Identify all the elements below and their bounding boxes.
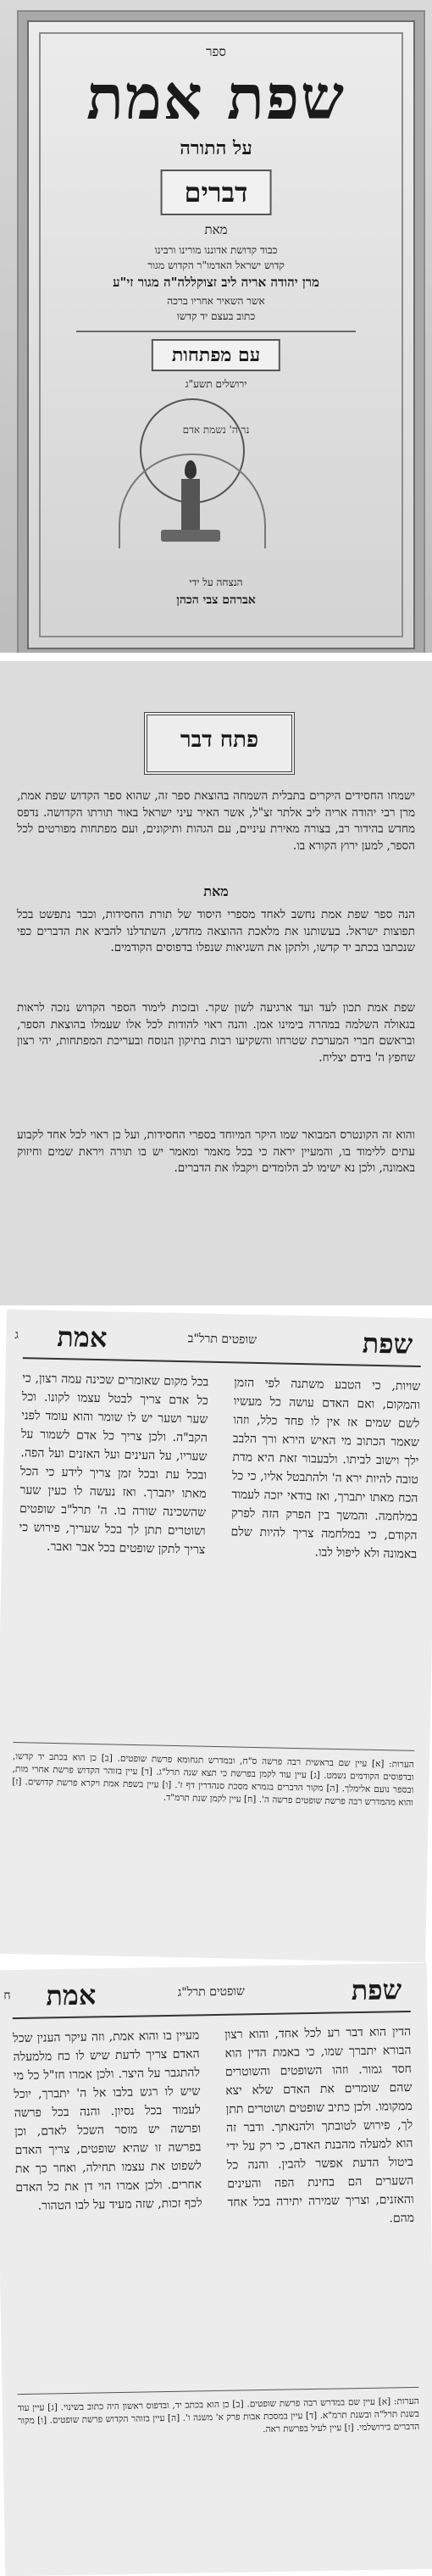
column-left: מעיין בו והוא אמת, וזה עיקר הענין שכל האדם צריך לדעת שיש לו כח מלמעלה להתגבר על היצר. ולכן אמרו חז"ל כל מי שיש לו רגש בלבו אל ה' יתברך, יוכל לעמוד בכל נסיון. והנה בכל פרשה ופרשה יש מוסר השכל לאדם, וכן בפרשה זו שהיא שופטים, צריך האדם לשפוט את עצמו תחילה, ואחר כך את אחרים. ולכן אמרו הוי דן את כל האדם לכף זכות, שזה מעיד על לבו הטהור. [13,2028,202,2213]
header-mid: שופטים תרל"ב [187,1332,258,1347]
intro-para-3: שפת אמת תכון לעד ועד ארגיעה לשון שקר. ובזכות לימוד הספר הקדוש נזכה לראות בגאולה השלמה במהרה בימינו אמן. והנה ראוי להודות לכל אלו שעמלו בהוצאת הספר, ובראשם חברי המערכת שטרחו והשקיעו רבות בתיקון הנוסח ובעריכת המפתחות, יהי רצון שחפץ ה' בידם יצליח. [17,1001,415,1065]
intro-para-2: הנה ספר שפת אמת נחשב לאחד מספרי היסוד של תורת החסידות, וכבר נתפשט בכל תפוצות ישראל. בעשותנו את מלאכת ההוצאה מחדש, השתדלנו להביא את הדברים כפי שנכתבו בכתב יד קדשו, ולתקן את השגיאות שנפלו בדפוסים הקודמים. [17,908,415,954]
intro-page [0,661,432,1305]
author-line-2: קדוש ישראל האדמו"ר הקדוש מגור [147,259,285,271]
header-right: שפת [351,1973,402,2007]
sefer-label: ספר [206,44,226,59]
author-line-5: כתוב בעצם יד קדשו [176,310,256,322]
candle-icon [181,479,200,530]
book-title: שפת אמת [86,61,346,133]
divider [76,331,356,332]
intro-word: מאת [204,222,228,237]
place-year: ירושלים תשע"ג [185,378,247,390]
author-line-4: אשר השאיר אחריו ברכה [167,295,265,307]
footnote-rule [18,2387,419,2395]
seal-text: נר ה' נשמת אדם [182,424,250,436]
header-mid: שופטים תרל"ג [177,1984,245,2000]
heading-box [144,712,295,775]
intro-para-1: ישמחו החסידים היקרים בתבלית השמחה בהוצאת ספר זה, שהוא ספר הקדוש שפת אמת, מרן רבי יהודה אריה ליב אלתר זצ"ל, אשר האיר עיני ישראל באור תורתו הקדושה. נדפס מחדש בהידור רב, בצורה מאירת עיניים, עם הגהות ותיקונים, ועם מפתחות מפורטים לכל הספר, למען ירוץ הקורא בו. [17,789,415,853]
column-left: בכל מקום שאומרים שכינה עמה רצון, כי כל אדם צריך לבטל עצמו לקונו. וכל שער ושער יש לו שומר והוא עומד לפני הקב"ה. ולכן צריך כל אדם לשמור על שעריו, על העינים ועל האזנים ועל הפה. ובכל עת ובכל זמן צריך לידע כי הכל מאתו יתברך. ואז נעשה לו כעין שער שהשכינה שורה בו. ה' תרל"ב שופטים ושוטרים תתן לך בכל שעריך, פירוש כי צריך לתקן שופטים בכל אבר ואבר. [19,1371,209,1557]
book-subtitle: על התורה [180,137,252,159]
intro-center-word: מאת [203,883,229,899]
text-page-4 [0,1963,432,2576]
footnotes: הערות: [א] עיין שם במדרש רבה פרשת שופטים. [ב] כן הוא בכתב יד, ובדפוס ראשון היה כתוב בשינוי. [ג] עיין עוד בשנת תרל"ה ובשנת תרמ"א. [ד] עיין במסכת אבות פרק א' משנה ו'. [ה] עיין בזוהר הקדוש פרשת שופטים. [ו] מקור הדברים בירושלמי. [ז] עיין לעיל בפרשת ראה. [17,2395,420,2435]
page-number: ח [3,1989,11,2003]
header-left: אמת [45,1978,97,2012]
header-right: שפת [362,1327,413,1360]
author-line-3: מרן יהודה אריה ליב זצוקללה"ה מגור זי"ע [113,275,319,290]
candle-stand [161,530,220,542]
column-right: הדין הוא דבר רע לכל אחד, והוא רצון הבורא יתברך שמו, כי באמת הדין הוא חסד גמור. וזהו השופטים והשוטרים שהם שומרים את האדם שלא יצא ממקומו. ולכן כתיב שופטים ושוטרים תתן לך, פירוש לטובתך ולהנאתך. ודבר זה הוא למעלה מהבנת האדם, כי רק על ידי ביטול הדעת אפשר להבין. והנה כל השערים הם בחינת הפה והעינים והאזנים, וצריך שמירה יתירה בכל אחד מהם. [224,2024,415,2226]
page-header [0,1973,428,2015]
footer-line-2: אברהם צבי הכהן [176,593,256,607]
page-number: ג [14,1327,19,1343]
mafteichot-banner: עם מפתחות [152,339,280,371]
footnote-rule [13,1742,414,1751]
column-right: שויות, כי הטבע משתנה לפי הזמן והמקום, ואם האדם עושה כל מעשיו לשם שמים אז אין לו פחד כלל, וזהו שאמר הכתוב מי האיש הירא ורך הלבב ילך וישוב לביתו. ולבעבור זאת היא מדת טובה להיות ירא ה' ולהתבטל אליו, כי כל הכח מאתו יתברך, ואז בודאי יזכה לעמוד במלחמה. והמשך בין הפרק הזה לפרק הקודם, כי במלחמה צריך להיות שלם באמונה ולא ליפול לבו. [230,1376,421,1561]
footnotes: הערות: [א] עיין שם בראשית רבה פרשה ס"ח, ובמדרש תנחומא פרשת שופטים. [ב] כן הוא בכתב יד קדשו, ובדפוסים הקודמים נשמט. [ג] עיין עוד לקמן בפרשת כי תצא שנה תרל"ג. [ד] עיין בזוהר הקדוש פרשת אחרי מות, ובספר נועם אלימלך. [ה] מקור הדברים בגמרא מסכת סנהדרין דף ז'. [ו] עיין בשפת אמת ויקרא פרשת קדושים. [ז] והוא מהמדרש רבה פרשת שופטים פרשה ה'. [ח] עיין לקמן שנת תרמ"ד. [12,1751,414,1808]
text-page-3 [0,1310,432,1963]
header-left: אמת [56,1320,108,1355]
intro-heading: פתח דבר [180,727,259,753]
footer-line-1: הנצחה על ידי [189,576,243,588]
flame-icon [185,460,197,479]
author-line-1: כבוד קדושת אדוננו מורינו ורבינו [154,244,278,256]
page-header [6,1320,432,1363]
volume-banner: דברים [161,170,272,215]
intro-para-4: והוא זה הקונטרס המבואר שמו היקר המיוחד בספרי החסידות, ועל כן ראוי לכל אחד לקבוע עתים ללימוד בו, והמעיין יראה כי בכל מאמר ומאמר יש בו תורה ויראת שמים וחיזוק באמונה, ולכן נא ישימו לב הלומדים ויקבלו את הדברים. [17,1128,415,1175]
title-page [0,0,432,653]
